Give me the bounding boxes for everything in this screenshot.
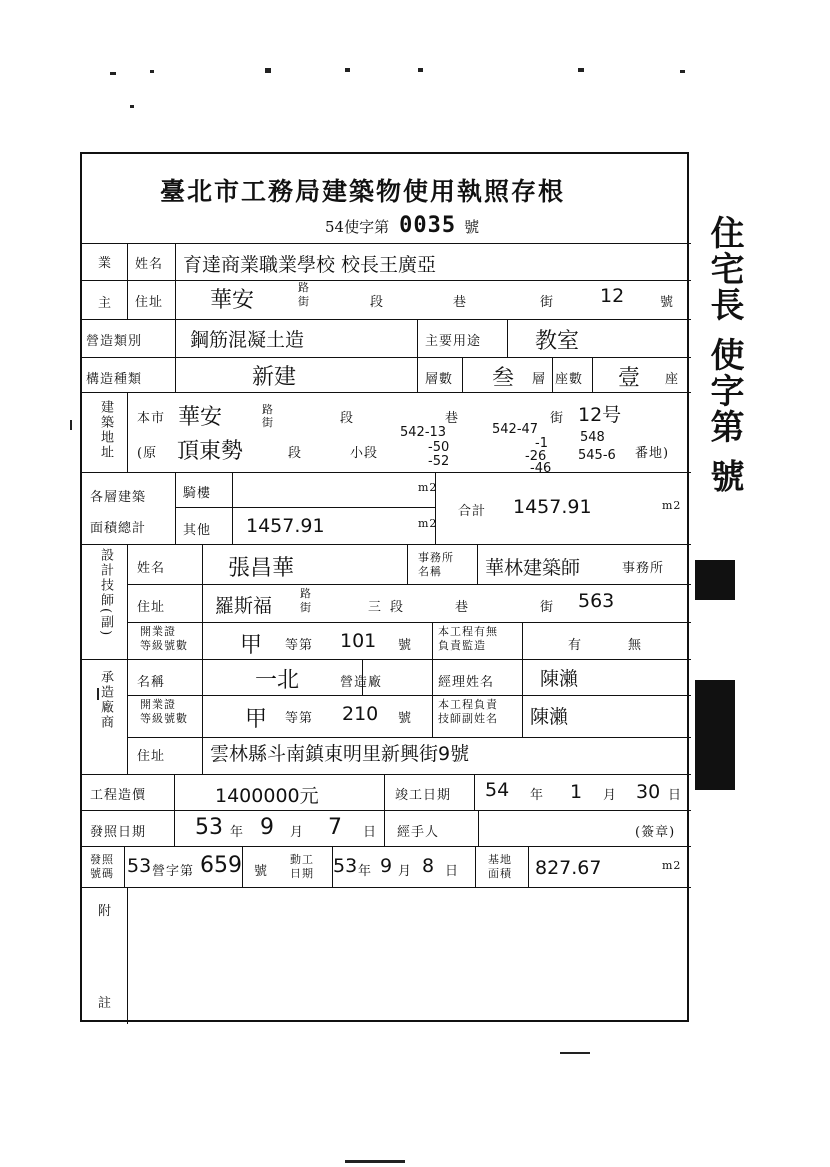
designer-resp-label-b: 負責監造	[438, 639, 486, 652]
base-label-b: 面積	[488, 867, 512, 880]
owner-name-label: 姓名	[135, 257, 164, 272]
other-unit: m2	[418, 517, 438, 530]
completion-year: 54	[485, 779, 510, 801]
site-jie-label: 街	[550, 411, 565, 426]
base-unit: m2	[662, 859, 682, 872]
start-month: 9	[380, 855, 393, 877]
site-lot-5: -1	[535, 436, 548, 451]
stair-label: 騎樓	[183, 486, 212, 501]
main-use-value: 教室	[535, 329, 580, 354]
handler-label: 經手人	[397, 825, 440, 840]
construction-type-label: 營造類別	[86, 334, 143, 349]
designer-xiang-label: 巷	[455, 600, 470, 615]
contractor-section-label: 承造廠商	[98, 670, 113, 730]
designer-duan: 三	[368, 600, 383, 615]
designer-resp-label-a: 本工程有無	[438, 625, 498, 638]
site-lot-3: -52	[428, 454, 450, 469]
permit-no-label-a: 發照	[90, 853, 114, 866]
floors-value: 叁	[492, 366, 515, 391]
start-day-label: 日	[445, 864, 460, 879]
main-use-label: 主要用途	[425, 334, 482, 349]
issue-year: 53	[195, 815, 223, 840]
remarks-label-a: 附	[98, 904, 113, 919]
contractor-address-label: 住址	[137, 749, 166, 764]
issue-day: 7	[328, 815, 342, 840]
page-title: 臺北市工務局建築物使用執照存根	[160, 177, 566, 206]
owner-address-label: 住址	[135, 295, 164, 310]
owner-jie-label: 街	[540, 295, 555, 310]
completion-label: 竣工日期	[395, 788, 452, 803]
buildings-value: 壹	[618, 366, 641, 391]
stair-unit: m2	[418, 481, 438, 494]
start-month-label: 月	[398, 864, 413, 879]
designer-section-label: 設計技師(副)	[98, 548, 113, 638]
ink-blot	[695, 680, 735, 790]
designer-street-label: 街	[300, 601, 312, 614]
structure-label: 構造種類	[86, 372, 143, 387]
contractor-tech-label-a: 本工程負責	[438, 698, 498, 711]
contractor-hao-label: 號	[398, 711, 413, 726]
contractor-tech: 陳瀨	[530, 706, 569, 728]
permit-no-label-b: 號碼	[90, 867, 114, 880]
owner-section-label-b: 主	[98, 296, 113, 311]
completion-month-label: 月	[603, 788, 618, 803]
site-xiaoduan-label: 小段	[350, 446, 379, 461]
floors-label: 層數	[425, 372, 454, 387]
designer-license-no: 101	[340, 630, 377, 652]
owner-name: 育達商業職業學校 校長王廣亞	[183, 254, 437, 276]
designer-license-label-b: 等級號數	[140, 639, 188, 652]
site-xiang-label: 巷	[445, 411, 460, 426]
contractor-manager-label: 經理姓名	[438, 675, 495, 690]
designer-office-suffix: 事務所	[622, 561, 665, 576]
designer-duan-label: 段	[390, 600, 405, 615]
start-label-b: 日期	[290, 867, 314, 880]
designer-license-label-a: 開業證	[140, 625, 176, 638]
owner-duan-label: 段	[370, 295, 385, 310]
designer-number: 563	[578, 590, 615, 612]
designer-resp-no: 無	[628, 638, 643, 653]
permit-no-suffix: 號	[254, 864, 269, 879]
contractor-manager: 陳瀨	[540, 668, 579, 690]
contractor-name: 一北	[255, 668, 300, 693]
designer-office-label-a: 事務所	[418, 551, 454, 564]
other-value: 1457.91	[246, 515, 325, 537]
site-street-label: 街	[262, 416, 274, 429]
area-label-a: 各層建築	[90, 490, 147, 505]
owner-street-label: 街	[298, 295, 310, 308]
ink-blot	[695, 560, 735, 600]
sign-label: (簽章)	[635, 825, 676, 840]
total-value: 1457.91	[513, 496, 592, 518]
completion-day: 30	[636, 781, 661, 803]
owner-xiang-label: 巷	[453, 295, 468, 310]
contractor-address: 雲林縣斗南鎮東明里新興街9號	[210, 743, 470, 765]
start-year-label: 年	[358, 864, 373, 879]
margin-text: 住宅長 使字第 號	[704, 215, 744, 495]
designer-name: 張昌華	[228, 556, 295, 581]
site-road-label: 路	[262, 403, 274, 416]
site-city-value: 華安	[178, 405, 223, 430]
site-lot-7: -46	[530, 461, 552, 476]
site-orig-label: (原	[137, 446, 158, 461]
permit-form	[80, 152, 689, 1022]
completion-year-label: 年	[530, 788, 545, 803]
total-label: 合計	[458, 504, 487, 519]
total-unit: m2	[662, 499, 682, 512]
site-lot-1: 542-13	[400, 425, 447, 440]
designer-hao-label: 號	[398, 638, 413, 653]
floor-unit: 層	[532, 372, 547, 387]
base-area: 827.67	[535, 857, 602, 879]
license-suffix: 號	[464, 218, 480, 236]
owner-road-label: 路	[298, 281, 310, 294]
site-orig-duan: 段	[288, 446, 303, 461]
designer-license-grade: 甲	[240, 633, 263, 658]
designer-resp-yes: 有	[568, 638, 583, 653]
site-lot-label: 番地)	[635, 446, 670, 461]
structure-value: 新建	[252, 365, 297, 390]
designer-office: 華林建築師	[485, 557, 581, 579]
owner-section-label-a: 業	[98, 256, 113, 271]
license-prefix: 54使字第	[325, 218, 390, 236]
permit-no-value: 659	[200, 853, 242, 878]
start-day: 8	[422, 855, 435, 877]
site-orig-area: 頂東勢	[177, 439, 244, 464]
building-unit: 座	[665, 372, 680, 387]
designer-grade-label: 等第	[285, 638, 314, 653]
designer-name-label: 姓名	[137, 561, 166, 576]
contractor-grade-label: 等第	[285, 711, 314, 726]
permit-no-mid: 營字第	[152, 864, 195, 879]
area-label-b: 面積總計	[90, 521, 147, 536]
site-lot-2: -50	[428, 440, 450, 455]
issue-label: 發照日期	[90, 825, 147, 840]
designer-address-label: 住址	[137, 600, 166, 615]
contractor-name-label: 名稱	[137, 675, 166, 690]
site-duan-label: 段	[340, 411, 355, 426]
contractor-license-grade: 甲	[245, 707, 268, 732]
contractor-tech-label-b: 技師副姓名	[438, 712, 498, 725]
site-lot-4: 542-47	[492, 422, 539, 437]
site-city-label: 本市	[137, 411, 166, 426]
construction-type-value: 鋼筋混凝土造	[190, 329, 305, 351]
issue-day-label: 日	[363, 825, 378, 840]
designer-office-label-b: 名稱	[418, 565, 442, 578]
site-section-label: 建築地址	[98, 400, 113, 460]
contractor-license-no: 210	[342, 703, 379, 725]
permit-no-year: 53	[127, 855, 152, 877]
cost-label: 工程造價	[90, 788, 147, 803]
license-number-value: 0035	[399, 213, 457, 238]
issue-year-label: 年	[230, 825, 245, 840]
issue-month-label: 月	[290, 825, 305, 840]
start-year: 53	[333, 855, 358, 877]
contractor-company-suffix: 營造廠	[340, 675, 383, 690]
site-street-no: 12号	[578, 404, 622, 426]
site-lot-8: 548	[580, 430, 605, 445]
designer-address: 羅斯福	[215, 595, 273, 617]
owner-address-number: 12	[600, 285, 625, 307]
contractor-license-label-a: 開業證	[140, 698, 176, 711]
other-label: 其他	[183, 523, 212, 538]
cost-value: 1400000元	[215, 785, 319, 807]
base-label-a: 基地	[488, 853, 512, 866]
remarks-label-b: 註	[98, 996, 113, 1011]
completion-day-label: 日	[668, 788, 683, 803]
owner-address-city: 華安	[210, 288, 255, 313]
start-label-a: 動工	[290, 853, 314, 866]
designer-road-label: 路	[300, 587, 312, 600]
completion-month: 1	[570, 781, 583, 803]
site-lot-9: 545-6	[578, 448, 616, 463]
buildings-label: 座數	[555, 372, 584, 387]
contractor-license-label-b: 等級號數	[140, 712, 188, 725]
designer-jie-label: 街	[540, 600, 555, 615]
issue-month: 9	[260, 815, 274, 840]
site-lot-6: -26	[525, 449, 547, 464]
owner-hao-label: 號	[660, 295, 675, 310]
